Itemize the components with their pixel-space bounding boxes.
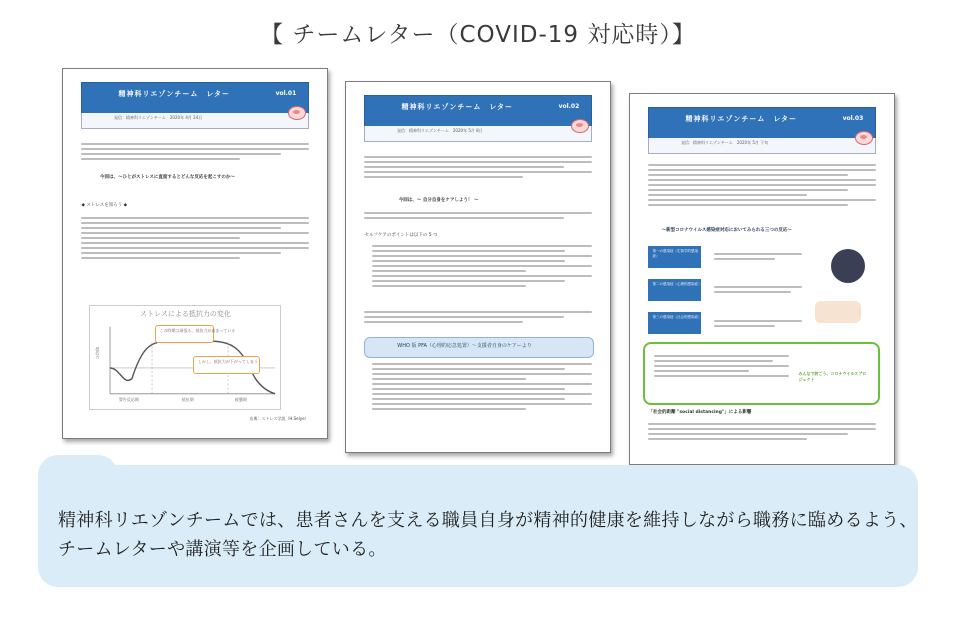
project-label: みんなで防ごう、コロナウイルスプロジェクト xyxy=(798,371,867,383)
letter-date: 発信：精神科リエゾンチーム 2020年 4月 24日 xyxy=(113,114,203,120)
letter-header xyxy=(648,107,875,140)
stress-chart xyxy=(89,305,281,410)
letter-bottom-heading: 「社会的距離 "social distancing"」による影響 xyxy=(648,409,752,415)
chart-x-label: 疲憊期 xyxy=(234,397,247,403)
chart-y-label: 抵抗力 xyxy=(95,347,101,360)
letter-headline: 今回は、〜ひとがストレスに直面するとどんな反応を起こすのか〜 xyxy=(99,175,235,181)
body-text-lines xyxy=(714,320,801,330)
letter-header-title: 精神科リエゾンチーム レター xyxy=(118,89,231,98)
letter-date: 発信：精神科リエゾンチーム 2020年 5月 下旬 xyxy=(680,139,769,145)
caption-text: 精神科リエゾンチームでは、患者さんを支える職員自身が精神的健康を維持しながら職務に臨めるよう、チームレターや講演等を企画している。 xyxy=(58,510,918,560)
mascot-icon xyxy=(288,106,306,120)
letter-header-title: 精神科リエゾンチーム レター xyxy=(401,102,514,111)
letter-vol: vol.03 xyxy=(842,114,864,122)
people-illustration-icon xyxy=(815,301,861,323)
body-text-lines xyxy=(714,253,801,263)
letter-header-title: 精神科リエゾンチーム レター xyxy=(685,114,798,123)
chart-title: ストレスによる抵抗力の変化 xyxy=(140,310,231,319)
page-title: 【 チームレター（COVID-19 対応時）】 xyxy=(260,22,696,48)
letter-vol: vol.02 xyxy=(558,102,580,110)
body-text-lines xyxy=(364,156,591,181)
mascot-icon xyxy=(855,131,873,145)
team-letter-vol01 xyxy=(62,68,328,439)
infection-box-label: 第二の感染症（心理的感染症） xyxy=(652,282,702,286)
body-text-lines xyxy=(364,311,591,326)
body-text-lines xyxy=(372,363,591,413)
speech-bubble xyxy=(155,325,236,344)
body-text-lines xyxy=(364,212,591,222)
infection-box xyxy=(648,246,701,268)
letter-vol: vol.01 xyxy=(275,89,297,97)
infection-box-label: 第三の感染症（社会的感染症） xyxy=(652,315,702,320)
team-letter-vol03 xyxy=(629,93,895,465)
letter-section: セルフケアのポイントは以下の 5 つ xyxy=(364,232,438,238)
body-text-lines xyxy=(648,164,875,209)
letter-section: 〜新型コロナウイルス感染症対応においてみられる三つの反応〜 xyxy=(661,228,792,234)
project-box xyxy=(643,342,879,405)
letter-section: ◆ ストレスを知ろう ◆ xyxy=(81,202,128,208)
body-text-lines xyxy=(81,217,308,262)
letter-footer: 出典：ストレス学説（H.Selye） xyxy=(249,415,309,421)
letter-subheader xyxy=(364,126,591,142)
infection-box-label: 第一の感染症（生物学的感染症） xyxy=(652,248,698,258)
body-text-lines xyxy=(372,245,591,290)
letter-headline: 今回は、〜 自分自身をケアしよう！ 〜 xyxy=(398,197,479,203)
body-text-lines xyxy=(654,355,789,380)
team-letter-vol02 xyxy=(345,81,611,453)
letter-header xyxy=(364,95,591,128)
letter-date: 発信：精神科リエゾンチーム 2020年 5月 8日 xyxy=(396,127,483,133)
banner-text: WHO 版 PFA（心理的応急処置）〜支援者自身のケアーより xyxy=(397,342,532,349)
bubble-text: しかし、抵抗力が下がってしまう xyxy=(197,358,258,364)
infection-box xyxy=(648,312,701,334)
speech-bubble xyxy=(193,356,260,375)
letter-header xyxy=(81,82,308,115)
chart-x-label: 警告反応期 xyxy=(118,397,139,403)
body-text-lines xyxy=(648,423,875,443)
bubble-text: この時期は頑張る、抵抗力が高まっている xyxy=(159,327,236,333)
mascot-icon xyxy=(571,119,589,133)
who-pfa-banner xyxy=(364,337,593,358)
letter-subheader xyxy=(81,113,308,129)
body-text-lines xyxy=(714,286,801,296)
letter-subheader xyxy=(648,138,875,154)
body-text-lines xyxy=(81,143,308,163)
chart-x-label: 抵抗期 xyxy=(181,397,194,403)
infection-box xyxy=(648,279,701,301)
virus-illustration-icon xyxy=(831,249,865,283)
